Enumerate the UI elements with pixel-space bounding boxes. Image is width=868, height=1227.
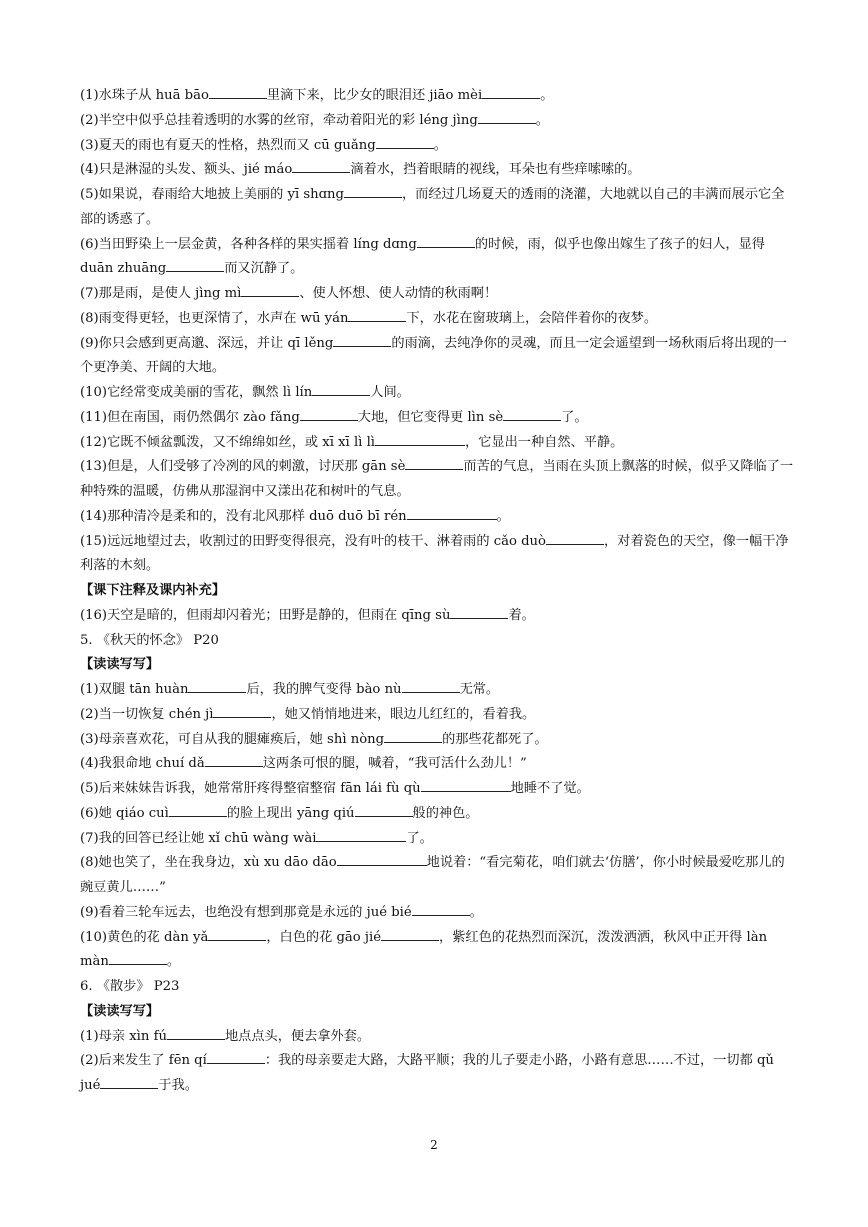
answer-blank[interactable] xyxy=(300,407,358,421)
answer-blank[interactable] xyxy=(209,85,267,99)
question-line xyxy=(80,109,794,134)
question-line xyxy=(80,158,794,183)
question-text: (12)它既不倾盆瓢泼，又不绵绵如丝，或 xī xī lì lì xyxy=(80,434,376,450)
answer-blank[interactable] xyxy=(166,258,224,272)
question-text: 后，我的脾气变得 bào nù xyxy=(246,682,402,697)
question-text: 。 xyxy=(535,112,549,128)
question-text: (10)黄色的花 dàn yǎ xyxy=(80,929,209,945)
question-text: 。 xyxy=(496,508,510,524)
answer-blank[interactable] xyxy=(312,382,370,396)
question-line xyxy=(80,678,794,703)
question-text: 这两条可恨的腿，喊着，“我可活什么劲儿！” xyxy=(262,756,527,772)
question-line xyxy=(80,332,794,382)
question-line xyxy=(80,530,794,580)
answer-blank[interactable] xyxy=(316,828,406,842)
question-text: 而又沉静了。 xyxy=(224,261,304,277)
question-text: 般的神色。 xyxy=(412,805,479,821)
answer-blank[interactable] xyxy=(450,605,508,619)
question-text: ，它显出一种自然、平静。 xyxy=(465,434,624,450)
answer-blank[interactable] xyxy=(100,1075,158,1089)
question-text: 的雨滴，去纯净你的灵魂，而且一定会遥望到一场秋雨后将出现的一个更净美、开阔的大地。 xyxy=(80,335,787,376)
question-text: (1)母亲 xìn fú xyxy=(80,1028,167,1044)
question-line xyxy=(80,604,794,629)
question-text: (4)我狠命地 chuí dǎ xyxy=(80,756,205,772)
answer-blank[interactable] xyxy=(337,852,427,866)
question-text: 地点点头，便去拿外套。 xyxy=(224,1028,371,1044)
question-text: (15)远远地望过去，收割过的田野变得很亮，没有叶的枝干、淋着雨的 cǎo duò xyxy=(80,533,546,549)
question-text: ：我的母亲要走大路，大路平顺；我的儿子要走小路，小路有意思……不过，一切都 qǔ jué xyxy=(80,1053,774,1093)
answer-blank[interactable] xyxy=(503,407,561,421)
question-text: (10)它经常变成美丽的雪花，飘然 lì lín xyxy=(80,385,313,400)
question-line xyxy=(80,134,794,159)
question-text: (1)双腿 tān huàn xyxy=(80,682,189,697)
question-line xyxy=(80,926,794,976)
question-text: 下，水花在窗玻璃上，会陪伴着你的夜梦。 xyxy=(406,310,658,326)
question-text: 大地，但它变得更 lìn sè xyxy=(357,409,504,425)
lesson-title: 6. 《散步》 P23 xyxy=(80,979,180,994)
lesson-title: 5. 《秋天的怀念》 P20 xyxy=(80,632,219,648)
answer-blank[interactable] xyxy=(384,729,442,743)
question-text: (9)你只会感到更高邈、深远，并让 qī lěng xyxy=(80,335,334,351)
question-text: (8)雨变得更轻，也更深情了，水声在 wū yán xyxy=(80,310,349,326)
question-text: (5)如果说，春雨给大地披上美丽的 yī shɑng xyxy=(80,187,344,202)
question-text: (7)那是雨，是使人 jìng mì xyxy=(80,286,242,301)
question-line xyxy=(80,728,794,753)
question-text: (2)后来发生了 fēn qí xyxy=(80,1053,207,1069)
question-text: (9)看着三轮车远去，也绝没有想到那竟是永远的 jué bié xyxy=(80,904,412,920)
question-text: 地睡不了觉。 xyxy=(510,781,590,796)
question-line xyxy=(80,282,794,307)
question-text: (6)她 qiáo cuì xyxy=(80,805,169,821)
question-text: (16)天空是暗的，但雨却闪着光；田野是静的，但雨在 qīng sù xyxy=(80,607,451,623)
question-line xyxy=(80,802,794,827)
question-text: 的脸上现出 yāng qiú xyxy=(226,805,355,821)
question-text: (3)母亲喜欢花，可自从我的腿瘫痪后，她 shì nòng xyxy=(80,731,385,747)
answer-blank[interactable] xyxy=(207,1050,265,1064)
question-text: 地说着：“看完菊花，咱们就去‘仿膳’，你小时候最爱吃那儿的豌豆黄儿……” xyxy=(80,855,785,895)
question-line xyxy=(80,777,794,802)
question-text: 无常。 xyxy=(459,682,500,697)
answer-blank[interactable] xyxy=(405,456,463,470)
question-text: ，白色的花 gāo jié xyxy=(266,929,382,945)
question-line xyxy=(80,1049,794,1099)
answer-blank[interactable] xyxy=(478,110,536,124)
answer-blank[interactable] xyxy=(482,85,540,99)
answer-blank[interactable] xyxy=(167,1026,225,1040)
page-number: 2 xyxy=(430,1138,438,1152)
answer-blank[interactable] xyxy=(169,803,227,817)
answer-blank[interactable] xyxy=(109,951,167,965)
answer-blank[interactable] xyxy=(344,184,402,198)
answer-blank[interactable] xyxy=(292,159,350,173)
question-text: 了。 xyxy=(406,830,433,846)
question-line xyxy=(80,851,794,901)
question-text: (7)我的回答已经让她 xǐ chū wàng wài xyxy=(80,830,317,846)
question-text: (14)那种清冷是柔和的，没有北风那样 duō duō bī rén xyxy=(80,508,407,524)
question-text: 里滴下来，比少女的眼泪还 jiāo mèi xyxy=(266,88,483,103)
question-text: 滴着水，挡着眼睛的视线，耳朵也有些痒嗦嗦的。 xyxy=(350,162,641,178)
question-line xyxy=(80,406,794,431)
question-text: (6)当田野染上一层金黄，各种各样的果实摇着 líng dɑng xyxy=(80,236,417,252)
question-line xyxy=(80,703,794,728)
answer-blank[interactable] xyxy=(407,506,497,520)
question-text: (1)水珠子从 huā bāo xyxy=(80,88,209,103)
question-text: 了。 xyxy=(561,409,588,425)
worksheet-body xyxy=(80,84,794,1099)
question-text: ，对着瓷色的天空，像一幅干净利落的木刻。 xyxy=(80,533,789,574)
answer-blank[interactable] xyxy=(376,135,434,149)
answer-blank[interactable] xyxy=(412,902,470,916)
answer-blank[interactable] xyxy=(375,432,465,446)
answer-blank[interactable] xyxy=(333,333,391,347)
answer-blank[interactable] xyxy=(381,927,439,941)
section-heading: 【读读写写】 xyxy=(80,1003,160,1019)
question-text: 。 xyxy=(433,137,447,153)
question-line xyxy=(80,901,794,926)
question-text: 的时候，雨，似乎也像出嫁生了孩子的妇人，显得 duān zhuāng xyxy=(80,236,765,277)
answer-blank[interactable] xyxy=(188,679,246,693)
question-line xyxy=(80,455,794,505)
question-text: (13)但是，人们受够了冷冽的风的刺激，讨厌那 gān sè xyxy=(80,459,406,475)
answer-blank[interactable] xyxy=(402,679,460,693)
question-text: (4)只是淋湿的头发、额头、jié máo xyxy=(80,162,293,178)
section-heading: 【读读写写】 xyxy=(80,657,160,673)
question-line xyxy=(80,505,794,530)
question-line xyxy=(80,431,794,456)
question-text: (2)当一切恢复 chén jì xyxy=(80,706,214,722)
question-text: (11)但在南国，雨仍然偶尔 zào fǎng xyxy=(80,409,300,425)
question-text: (2)半空中似乎总挂着透明的水雾的丝帘，牵动着阳光的彩 léng jìng xyxy=(80,112,478,128)
question-text: 的那些花都死了。 xyxy=(442,731,548,747)
question-text: ，而经过几场夏天的透雨的浇灌，大地就以自己的丰满而展示它全部的诱惑了。 xyxy=(80,187,785,227)
question-text: 。 xyxy=(166,954,181,970)
question-line xyxy=(80,233,794,283)
question-line xyxy=(80,752,794,777)
answer-blank[interactable] xyxy=(205,753,263,767)
question-text: 于我。 xyxy=(158,1078,198,1093)
question-text: (5)后来妹妹告诉我，她常常肝疼得整宿整宿 fān lái fù qù xyxy=(80,781,421,796)
question-text: ，她又悄悄地进来，眼边儿红红的，看着我。 xyxy=(271,706,536,722)
answer-blank[interactable] xyxy=(208,927,266,941)
answer-blank[interactable] xyxy=(213,704,271,718)
question-text: 。 xyxy=(469,904,483,920)
answer-blank[interactable] xyxy=(355,803,413,817)
question-line xyxy=(80,307,794,332)
answer-blank[interactable] xyxy=(421,778,511,792)
question-text: 人间。 xyxy=(370,385,410,400)
answer-blank[interactable] xyxy=(241,283,299,297)
question-text: 。 xyxy=(540,88,554,103)
question-text: (8)她也笑了，坐在我身边，xù xu dāo dāo xyxy=(80,855,337,871)
question-line xyxy=(80,381,794,406)
question-text: (3)夏天的雨也有夏天的性格，热烈而又 cū guǎng xyxy=(80,137,376,153)
question-text: ，紫红色的花热烈而深沉，泼泼洒洒，秋风中正开得 làn màn xyxy=(80,929,768,970)
question-line xyxy=(80,84,794,109)
question-line xyxy=(80,183,794,233)
question-text: 、使人怀想、使人动情的秋雨啊！ xyxy=(299,286,498,301)
question-line xyxy=(80,827,794,852)
question-text: 而苦的气息，当雨在头顶上飘落的时候，似乎又降临了一种特殊的温暖，仿佛从那湿润中又漾出花和树叶的气息。 xyxy=(80,459,794,499)
answer-blank[interactable] xyxy=(546,531,604,545)
question-text: 着。 xyxy=(508,607,535,623)
answer-blank[interactable] xyxy=(348,308,406,322)
question-line xyxy=(80,1025,794,1050)
section-heading: 【课下注释及课内补充】 xyxy=(80,583,226,598)
answer-blank[interactable] xyxy=(417,234,475,248)
